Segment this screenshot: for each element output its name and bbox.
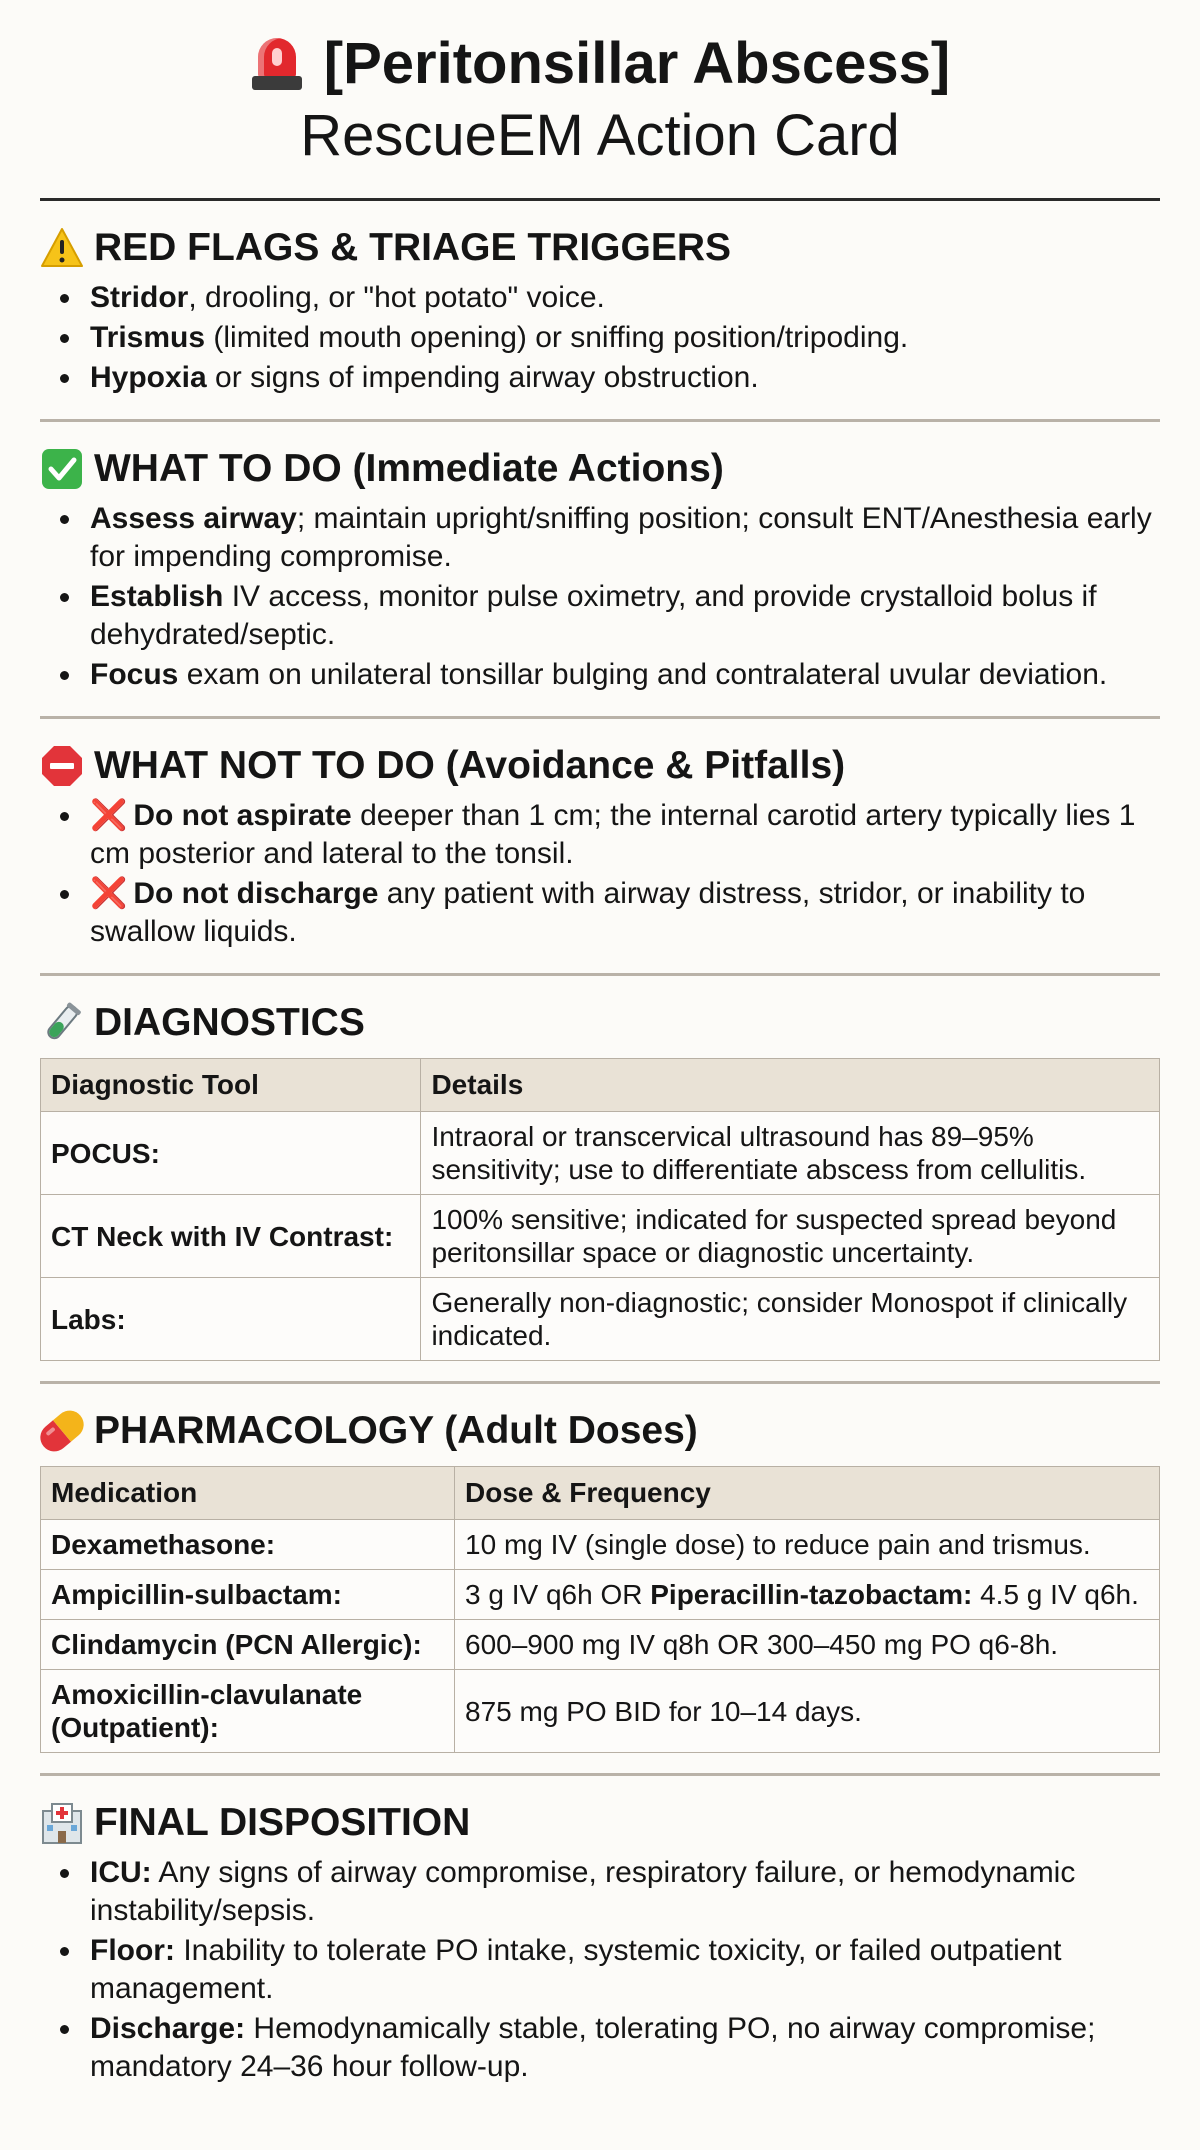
disposition-section	[40, 1776, 1160, 2108]
pharmacology-section	[40, 1384, 1160, 1776]
list-item	[90, 359, 1160, 397]
pharmacology-table	[40, 1466, 1160, 1753]
item-bold: Assess airway	[90, 502, 297, 535]
list-item	[90, 1932, 1160, 2008]
dose-text: 875 mg PO BID for 10–14 days.	[465, 1695, 862, 1727]
cell-medication: Amoxicillin-clavulanate (Outpatient):	[41, 1670, 455, 1753]
section-heading-text: PHARMACOLOGY (Adult Doses)	[94, 1409, 698, 1452]
list-item	[90, 875, 1160, 951]
section-heading-text: DIAGNOSTICS	[94, 1001, 365, 1044]
cell-dose	[455, 1670, 1160, 1753]
cell-details: 100% sensitive; indicated for suspected spread beyond peritonsillar space or diagnostic uncertainty.	[421, 1195, 1160, 1278]
cell-tool: CT Neck with IV Contrast:	[41, 1195, 421, 1278]
dose-text: 10 mg IV (single dose) to reduce pain and trismus.	[465, 1529, 1091, 1560]
table-row	[41, 1278, 1160, 1361]
red-flags-section	[40, 201, 1160, 422]
item-text: Inability to tolerate PO intake, systemic toxicity, or failed outpatient management.	[90, 1934, 1062, 2005]
section-heading	[40, 1406, 1160, 1456]
item-bold: Discharge:	[90, 2012, 246, 2045]
section-heading	[40, 444, 1160, 494]
table-row	[41, 1520, 1160, 1570]
what-not-to-do-section	[40, 719, 1160, 976]
card-title	[40, 28, 1160, 100]
item-bold: Do not discharge	[133, 877, 379, 910]
section-heading	[40, 223, 1160, 273]
list-item	[90, 319, 1160, 357]
column-header: Diagnostic Tool	[41, 1059, 421, 1112]
warning-icon	[40, 226, 84, 270]
item-text: deeper than 1 cm; the internal carotid artery typically lies 1 cm posterior and lateral to the tonsil.	[90, 799, 1136, 870]
item-text: , drooling, or "hot potato" voice.	[188, 281, 605, 314]
item-text: or signs of impending airway obstruction.	[206, 361, 759, 394]
section-heading-text: RED FLAGS & TRIAGE TRIGGERS	[94, 226, 732, 269]
item-text: Hemodynamically stable, tolerating PO, no airway compromise; mandatory 24–36 hour follow-up.	[90, 2012, 1096, 2083]
stop-icon	[40, 744, 84, 788]
item-bold: Trismus	[90, 321, 206, 354]
item-text: IV access, monitor pulse oximetry, and provide crystalloid bolus if dehydrated/septic.	[90, 580, 1097, 651]
dose-text: 3 g IV q6h OR	[465, 1579, 651, 1610]
section-heading	[40, 741, 1160, 791]
section-heading-text: FINAL DISPOSITION	[94, 1801, 471, 1844]
item-text: Any signs of airway compromise, respiratory failure, or hemodynamic instability/sepsis.	[90, 1856, 1076, 1927]
cell-tool: POCUS:	[41, 1112, 421, 1195]
card-title-text: [Peritonsillar Abscess]	[323, 31, 951, 96]
cell-dose	[455, 1520, 1160, 1570]
cell-tool: Labs:	[41, 1278, 421, 1361]
item-text: ; maintain upright/sniffing position; consult ENT/Anesthesia early for impending compromise.	[90, 502, 1152, 573]
item-bold: Floor:	[90, 1934, 175, 1967]
section-heading-text: WHAT NOT TO DO (Avoidance & Pitfalls)	[94, 744, 846, 787]
table-header-row	[41, 1467, 1160, 1520]
diagnostics-section	[40, 976, 1160, 1384]
cross-mark-icon: ❌	[90, 799, 128, 832]
item-text: exam on unilateral tonsillar bulging and contralateral uvular deviation.	[178, 658, 1108, 691]
pill-icon	[40, 1409, 84, 1453]
list-item	[90, 500, 1160, 576]
column-header: Dose & Frequency	[455, 1467, 1160, 1520]
section-heading	[40, 998, 1160, 1048]
table-header-row	[41, 1059, 1160, 1112]
cell-details: Intraoral or transcervical ultrasound has 89–95% sensitivity; use to differentiate abscess from cellulitis.	[421, 1112, 1160, 1195]
item-bold: Do not aspirate	[133, 799, 352, 832]
table-row	[41, 1195, 1160, 1278]
table-row	[41, 1112, 1160, 1195]
table-row	[41, 1570, 1160, 1620]
cell-dose	[455, 1620, 1160, 1670]
item-bold: Establish	[90, 580, 224, 613]
list-item	[90, 1854, 1160, 1930]
item-bold: Hypoxia	[90, 361, 207, 394]
check-icon	[40, 447, 84, 491]
dose-text: 600–900 mg IV q8h OR 300–450 mg PO q6-8h.	[465, 1629, 1059, 1660]
item-text: (limited mouth opening) or sniffing position/tripoding.	[205, 321, 909, 354]
test-tube-icon	[40, 1001, 84, 1045]
column-header: Medication	[41, 1467, 455, 1520]
item-text: any patient with airway distress, stridor, or inability to swallow liquids.	[90, 877, 1086, 948]
section-heading	[40, 1798, 1160, 1848]
cell-details: Generally non-diagnostic; consider Monospot if clinically indicated.	[421, 1278, 1160, 1361]
list-item	[90, 578, 1160, 654]
diagnostics-table	[40, 1058, 1160, 1361]
cell-medication: Dexamethasone:	[41, 1520, 455, 1570]
cross-mark-icon: ❌	[90, 877, 128, 910]
cell-medication: Clindamycin (PCN Allergic):	[41, 1620, 455, 1670]
what-to-do-section	[40, 422, 1160, 719]
list-item	[90, 2010, 1160, 2086]
dose-alt-drug: Piperacillin-tazobactam:	[650, 1579, 973, 1610]
column-header: Details	[421, 1059, 1160, 1112]
cell-medication: Ampicillin-sulbactam:	[41, 1570, 455, 1620]
hospital-icon	[40, 1801, 84, 1845]
item-bold: Stridor	[90, 281, 189, 314]
section-heading-text: WHAT TO DO (Immediate Actions)	[94, 447, 724, 490]
list-item	[90, 656, 1160, 694]
dose-text: 4.5 g IV q6h.	[972, 1579, 1139, 1610]
list-item	[90, 797, 1160, 873]
table-row	[41, 1620, 1160, 1670]
item-bold: ICU:	[90, 1856, 152, 1889]
table-row	[41, 1670, 1160, 1753]
siren-icon	[250, 34, 304, 94]
card-subtitle: RescueEM Action Card	[300, 103, 900, 168]
cell-dose	[455, 1570, 1160, 1620]
list-item	[90, 279, 1160, 317]
title-block	[40, 28, 1160, 201]
item-bold: Focus	[90, 658, 179, 691]
